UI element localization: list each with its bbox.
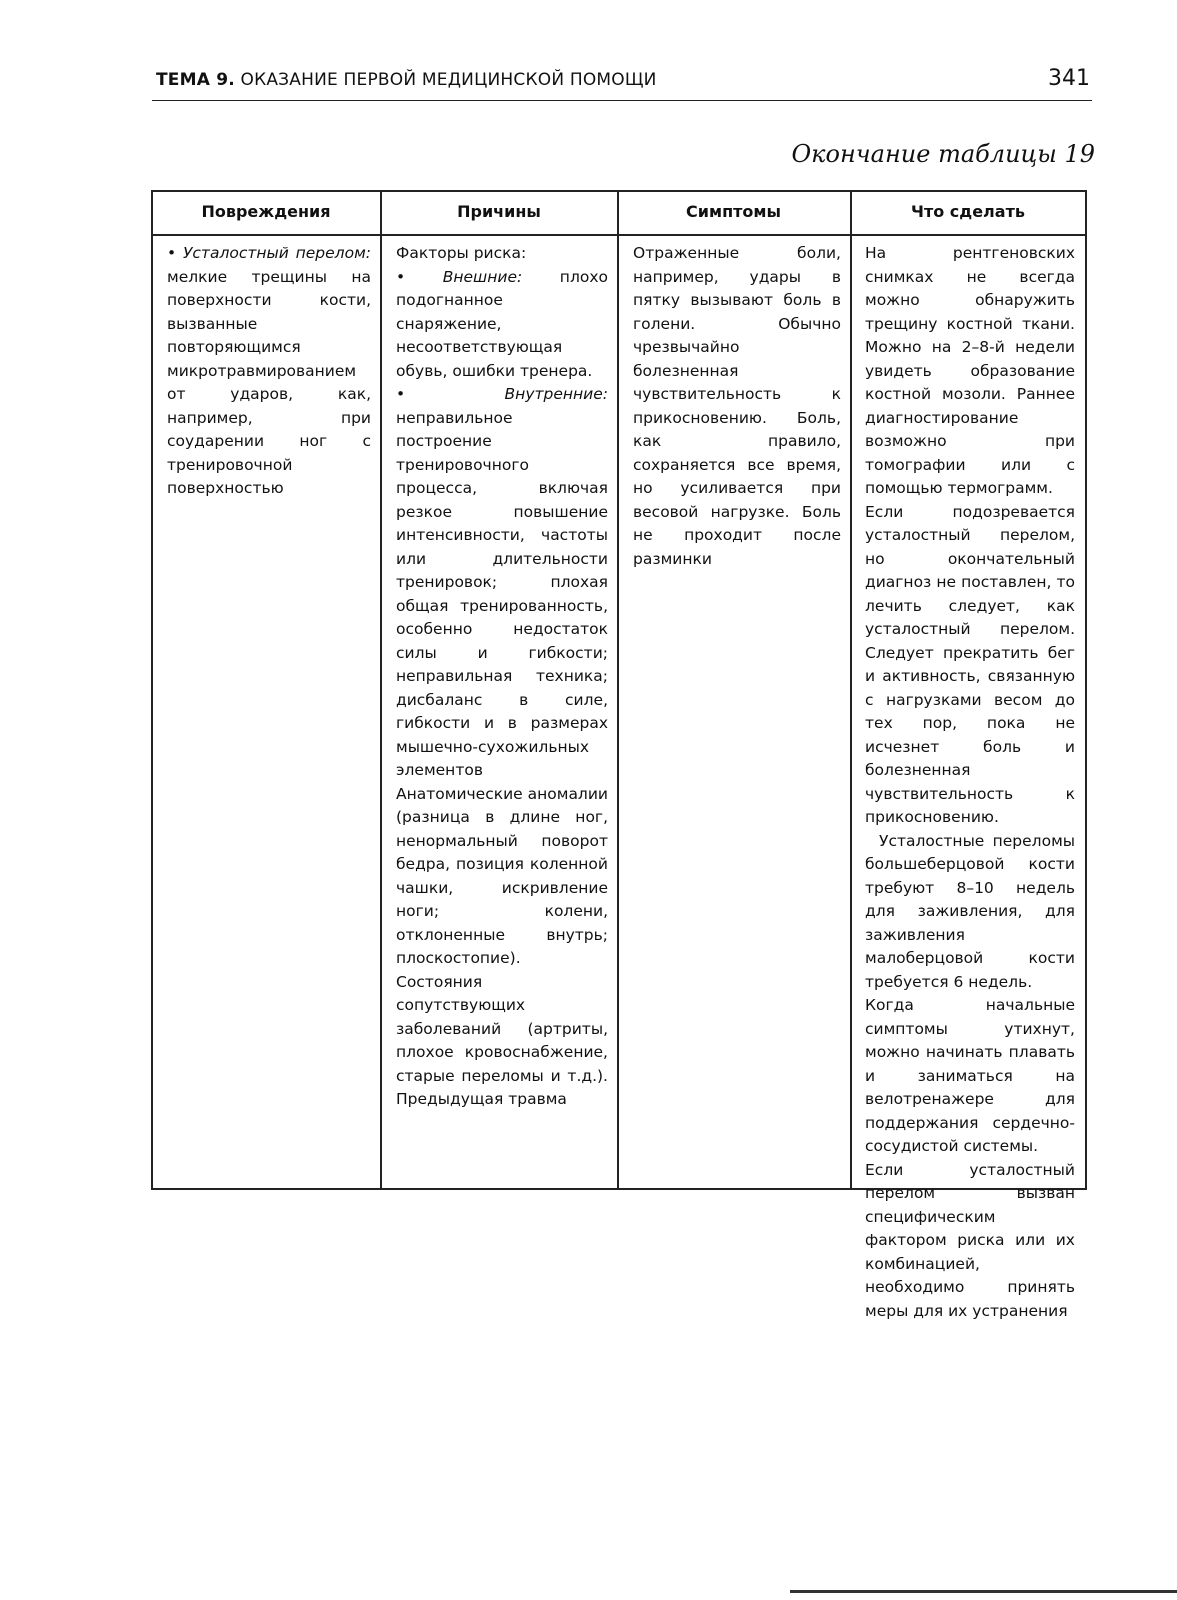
header-actions: Что сделать <box>911 202 1025 221</box>
header-symptoms: Симптомы <box>686 202 781 221</box>
table-left-border <box>151 190 153 1190</box>
column-divider-3 <box>850 190 852 1190</box>
comorbid-conditions: Состояния сопутствующих заболеваний (артриты, плохое кровоснабжение, старые переломы и т.д.). Предыдущая травма <box>396 972 608 1108</box>
anatomic-anomalies: Анатомические аномалии (разница в длине ног, ненормальный поворот бедра, позиция коленной чашки, искривление ноги; колени, отклоненные внутрь; плоскостопие). <box>396 784 608 967</box>
external-text: плохо подогнанное снаряжение, несоответствующая обувь, ошибки тренера. <box>396 267 608 380</box>
header-causes: Причины <box>457 202 541 221</box>
injury-description: мелкие трещины на поверхности кости, вызванные повторяющимся микротравмированием от ударов, как, например, при соударении ног с тренировочной поверхностью <box>167 267 371 497</box>
symptoms-text: Отраженные боли, например, удары в пятку вызывают боль в голени. Обычно чрезвычайно болезненная чувствительность к прикосновению. Боль, как правило, сохраняется все время, но усиливается при весовой нагрузке. Боль не проходит после разминки <box>633 244 841 568</box>
running-header-title <box>156 70 657 90</box>
header-injuries: Повреждения <box>201 202 331 221</box>
action-paragraph: Усталостные переломы большеберцовой кости требуют 8–10 недель для заживления, для заживления малоберцовой кости требуется 6 недель. <box>865 831 1075 991</box>
topic-title: ОКАЗАНИЕ ПЕРВОЙ МЕДИЦИНСКОЙ ПОМОЩИ <box>240 70 657 90</box>
internal-text: неправильное построение тренировочного процесса, включая резкое повышение интенсивности, частоты или длительности тренировок; плохая общая тренированность, особенно недостаток силы и гибкости; неправильная техника; дисбаланс в силе, гибкости и в размерах мышечно-сухожильных элементов <box>396 408 608 779</box>
running-header <box>152 64 1092 101</box>
action-paragraph: Если подозревается усталостный перелом, но окончательный диагноз не поставлен, то лечить следует, как усталостный перелом. Следует прекратить бег и активность, связанную с нагрузками весом до тех пор, пока не исчезнет боль и болезненная чувствительность к прикосновению. <box>865 502 1075 826</box>
header-row-border <box>151 234 1087 236</box>
injury-term: Усталостный перелом: <box>182 244 371 262</box>
risk-factors-intro: Факторы риска: <box>396 244 527 262</box>
scan-edge-line <box>790 1590 1177 1593</box>
column-divider-2 <box>617 190 619 1190</box>
cell-causes <box>396 242 608 1112</box>
cell-actions <box>865 242 1075 1323</box>
internal-term: Внутренние: <box>504 385 608 403</box>
column-divider-1 <box>380 190 382 1190</box>
page-number: 341 <box>1048 66 1090 91</box>
injury-bullet: • <box>167 244 183 262</box>
topic-label: ТЕМА 9. <box>156 70 235 90</box>
action-paragraph: На рентгеновских снимках не всегда можно обнаружить трещину костной ткани. Можно на 2–8-й недели увидеть образование костной мозоли. Раннее диагностирование возможно при томографии или с помощью термограмм. <box>865 244 1075 497</box>
injury-table <box>151 190 1087 1320</box>
cell-injury <box>167 242 371 501</box>
table-caption: Окончание таблицы 19 <box>791 140 1095 168</box>
cell-symptoms <box>633 242 841 571</box>
action-paragraph: Когда начальные симптомы утихнут, можно начинать плавать и заниматься на велотренажере для поддержания сердечно-сосудистой системы. <box>865 996 1075 1155</box>
internal-factors: • Внутренние: неправильное построение тренировочного процесса, включая резкое повышение интенсивности, частоты или длительности тренировок; плохая общая тренированность, особенно недостаток силы и гибкости; неправильная техника; дисбаланс в силе, гибкости и в размерах мышечно-сухожильных элементов <box>396 385 608 779</box>
action-paragraph: Если усталостный перелом вызван специфическим фактором риска или их комбинацией, необходимо принять меры для их устранения <box>865 1160 1075 1320</box>
table-right-border <box>1085 190 1087 1190</box>
external-factors: • Внешние: плохо подогнанное снаряжение, несоответствующая обувь, ошибки тренера. <box>396 267 608 380</box>
external-term: Внешние: <box>442 267 523 286</box>
injury-text <box>167 242 371 501</box>
